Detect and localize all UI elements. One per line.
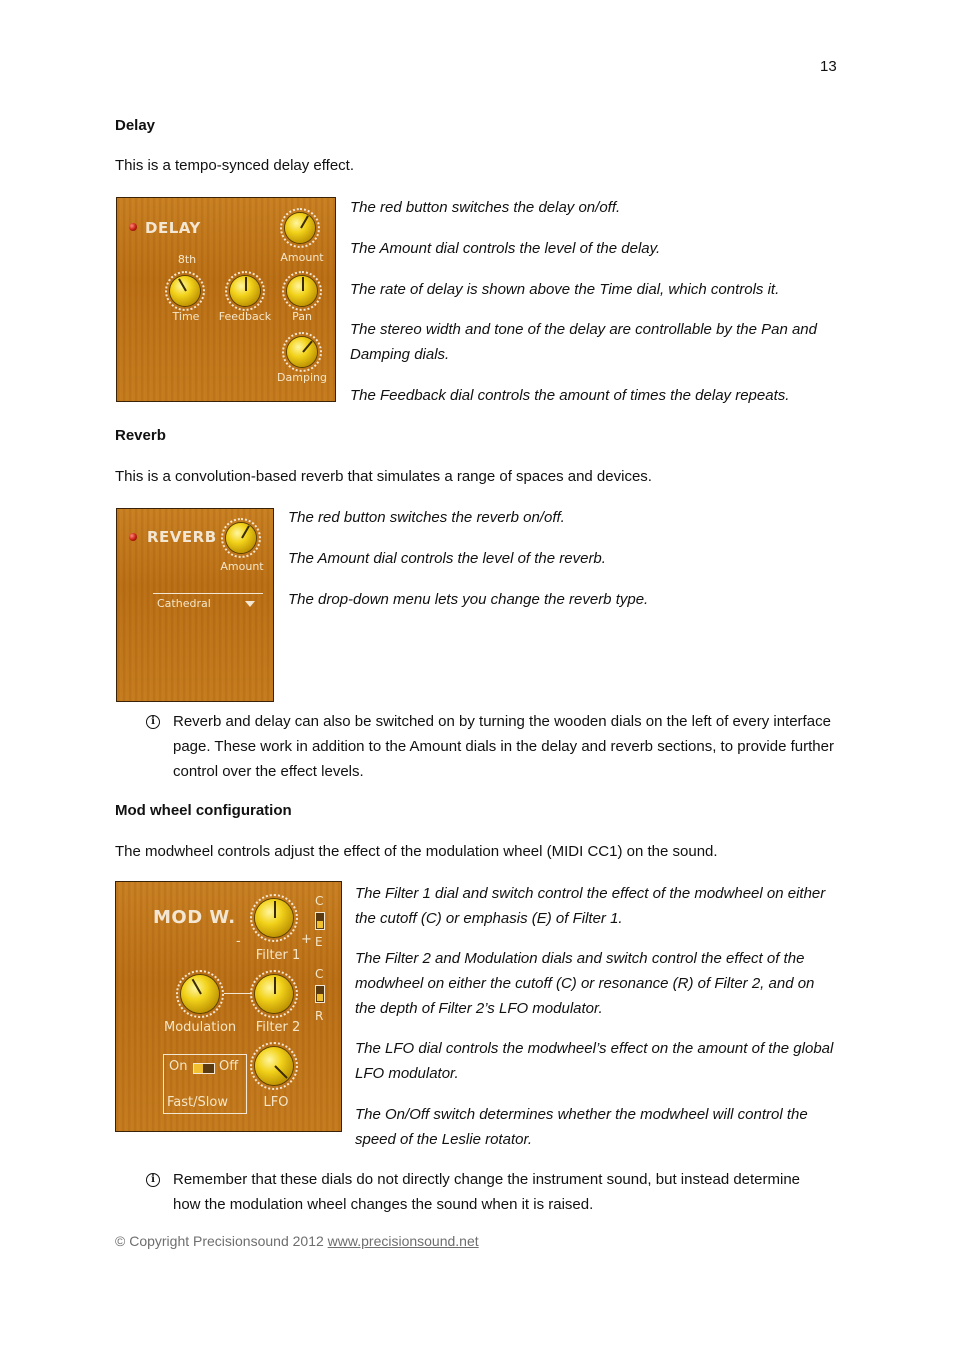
- delay-caption-3: The rate of delay is shown above the Time dial, which controls it.: [350, 281, 780, 298]
- delay-title: DELAY: [145, 219, 201, 237]
- modwheel-heading: Mod wheel configuration: [115, 802, 292, 819]
- delay-time-label: Time: [172, 310, 200, 323]
- delay-time-dial[interactable]: [170, 276, 200, 306]
- chevron-down-icon[interactable]: [245, 601, 255, 607]
- filter2-switch-r: R: [315, 1009, 324, 1023]
- info-icon: i: [146, 715, 160, 729]
- modwheel-intro: The modwheel controls adjust the effect of the modulation wheel (MIDI CC1) on the sound.: [115, 843, 718, 860]
- delay-heading: Delay: [115, 117, 156, 134]
- leslie-off-label: Off: [219, 1059, 239, 1074]
- reverb-amount-label: Amount: [220, 560, 264, 573]
- leslie-fastslow-label: Fast/Slow: [167, 1095, 228, 1110]
- filter2-label: Filter 2: [255, 1020, 301, 1035]
- delay-caption-5: The Feedback dial controls the amount of times the delay repeats.: [350, 387, 790, 404]
- reverb-panel: [116, 508, 274, 702]
- delay-power-led[interactable]: [129, 223, 137, 231]
- reverb-type-dropdown-line: [153, 593, 263, 594]
- delay-panel: [116, 197, 336, 402]
- delay-caption-2: The Amount dial controls the level of the delay.: [350, 240, 661, 257]
- reverb-power-led[interactable]: [129, 533, 137, 541]
- modwheel-caption-2: The Filter 2 and Modulation dials and switch control the effect of the modwheel on either the cutoff (C) or resonance (R) of Filter 2, and on the depth of Filter 2’s LFO modulator.: [355, 950, 815, 1017]
- copyright-text: © Copyright Precisionsound 2012: [115, 1233, 324, 1249]
- filter1-ce-switch[interactable]: [315, 912, 325, 930]
- delay-caption-4: The stereo width and tone of the delay are controllable by the Pan and Damping dials.: [350, 321, 817, 363]
- filter2-switch-c: C: [315, 967, 324, 981]
- info-icon: i: [146, 1173, 160, 1187]
- reverb-note: Reverb and delay can also be switched on by turning the wooden dials on the left of every interface page. These work in addition to the Amount dials in the delay and reverb sections, to provide further control over the effect levels.: [173, 713, 834, 780]
- reverb-type-dropdown[interactable]: Cathedral: [157, 597, 211, 610]
- filter1-plus: +: [301, 932, 312, 947]
- page-number: 13: [820, 58, 837, 75]
- reverb-intro: This is a convolution-based reverb that simulates a range of spaces and devices.: [115, 468, 652, 485]
- delay-pan-dial[interactable]: [287, 276, 317, 306]
- lfo-label: LFO: [263, 1095, 289, 1110]
- website-link[interactable]: www.precisionsound.net: [327, 1233, 479, 1249]
- reverb-caption-2: The Amount dial controls the level of the reverb.: [288, 550, 606, 567]
- modwheel-note: Remember that these dials do not directly change the instrument sound, but instead determine how the modulation wheel changes the sound when it is raised.: [173, 1171, 801, 1213]
- modwheel-caption-4: The On/Off switch determines whether the modwheel will control the speed of the Leslie rotator.: [355, 1106, 808, 1148]
- delay-amount-label: Amount: [280, 251, 324, 264]
- filter2-dial[interactable]: [255, 975, 293, 1013]
- filter2-cr-switch[interactable]: [315, 985, 325, 1003]
- delay-damping-label: Damping: [277, 371, 327, 384]
- reverb-heading: Reverb: [115, 427, 166, 444]
- modwheel-title: MOD W.: [153, 907, 236, 928]
- modwheel-caption-1: The Filter 1 dial and switch control the effect of the modwheel on either the cutoff (C) or emphasis (E) of Filter 1.: [355, 885, 826, 927]
- filter1-label: Filter 1: [255, 948, 301, 963]
- footer: [115, 1233, 479, 1249]
- delay-rate-readout: 8th: [177, 253, 197, 266]
- filter1-dial[interactable]: [255, 899, 293, 937]
- modulation-dial[interactable]: [181, 975, 219, 1013]
- reverb-amount-dial[interactable]: [226, 523, 256, 553]
- delay-damping-dial[interactable]: [287, 337, 317, 367]
- reverb-title: REVERB: [147, 528, 217, 546]
- reverb-caption-1: The red button switches the reverb on/off.: [288, 509, 565, 526]
- filter1-minus: -: [236, 934, 241, 949]
- modulation-link-line: [224, 993, 252, 994]
- delay-feedback-dial[interactable]: [230, 276, 260, 306]
- lfo-dial[interactable]: [255, 1047, 293, 1085]
- modulation-label: Modulation: [164, 1020, 237, 1035]
- filter1-switch-e: E: [315, 935, 323, 949]
- delay-caption-1: The red button switches the delay on/off.: [350, 199, 621, 216]
- leslie-on-label: On: [169, 1059, 188, 1074]
- modwheel-caption-3: The LFO dial controls the modwheel’s effect on the amount of the global LFO modulator.: [355, 1040, 834, 1082]
- delay-intro: This is a tempo-synced delay effect.: [115, 157, 355, 174]
- delay-pan-label: Pan: [292, 310, 312, 323]
- delay-amount-dial[interactable]: [285, 213, 315, 243]
- filter1-switch-c: C: [315, 894, 324, 908]
- reverb-caption-3: The drop-down menu lets you change the reverb type.: [288, 591, 649, 608]
- modwheel-panel: [115, 881, 342, 1132]
- leslie-onoff-switch[interactable]: [193, 1063, 215, 1074]
- delay-feedback-label: Feedback: [218, 310, 272, 323]
